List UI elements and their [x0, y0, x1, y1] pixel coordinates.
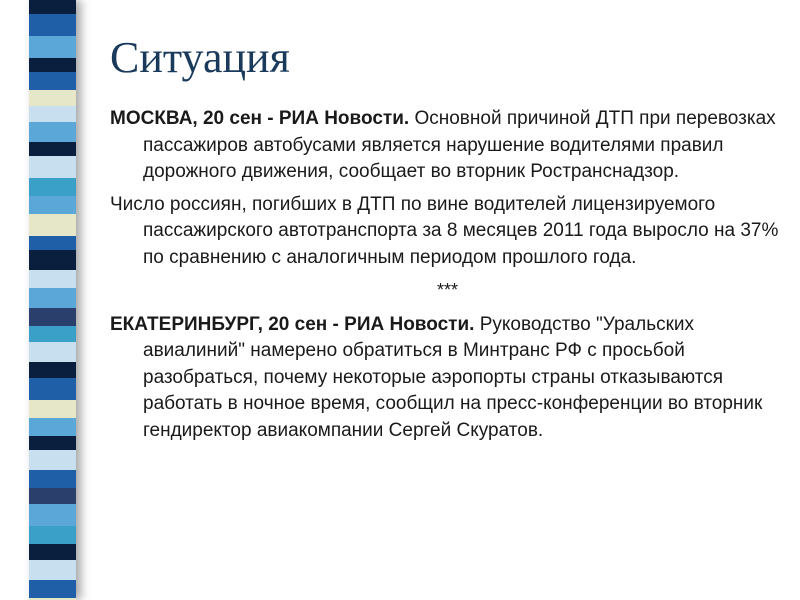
stripe-band — [29, 436, 76, 450]
stripe-band — [29, 362, 76, 378]
paragraph-text: Основной причиной ДТП при перевозках пассажиров автобусами является нарушение водителями правил дорожного движения, сообщает во вторник Ространснадзор. — [143, 108, 776, 182]
stripe-band — [29, 418, 76, 436]
paragraph-text: Руководство "Уральских авиалиний" намерено обратиться в Минтранс РФ с просьбой разобраться, почему некоторые аэропорты страны отказываются работать в ночное время, сообщил на пресс-конференции во вторник гендиректор авиакомпании Сергей Скуратов. — [143, 313, 763, 441]
stripe-band — [29, 560, 76, 580]
stripe-band — [29, 196, 76, 214]
stripe-band — [29, 342, 76, 362]
stripe-band — [29, 106, 76, 122]
stripe-band — [29, 142, 76, 156]
stripe-band — [29, 250, 76, 270]
stripe-band — [29, 378, 76, 400]
stripe-band — [29, 544, 76, 560]
stripe-band — [29, 178, 76, 196]
stripe-band — [29, 450, 76, 470]
stripe-band — [29, 308, 76, 326]
slide-content — [110, 106, 785, 450]
separator: *** — [436, 280, 458, 300]
paragraph-text: Число россиян, погибших в ДТП по вине водителей лицензируемого пассажирского автотранспорта за 8 месяцев 2011 года выросло на 37% по сравнению с аналогичным периодом прошлого года. — [110, 193, 779, 268]
stripe-band — [29, 270, 76, 288]
stripe-band — [29, 470, 76, 488]
paragraph-lead: ЕКАТЕРИНБУРГ, 20 сен - РИА Новости. — [110, 313, 475, 335]
stripe-band — [29, 400, 76, 418]
stripe-band — [29, 214, 76, 236]
stripe-band — [29, 326, 76, 342]
stripe-band — [29, 156, 76, 178]
paragraph-statistics — [110, 192, 785, 272]
decorative-stripe-strip — [29, 0, 76, 600]
stripe-band — [29, 36, 76, 58]
stripe-band — [29, 488, 76, 504]
stripe-band — [29, 90, 76, 106]
stripe-band — [29, 14, 76, 36]
stripe-band — [29, 122, 76, 142]
slide-title: Ситуация — [110, 33, 290, 82]
stripe-band — [29, 580, 76, 598]
paragraph-ekaterinburg — [110, 312, 785, 445]
stripe-band — [29, 0, 76, 14]
stripe-band — [29, 288, 76, 308]
stripe-band — [29, 58, 76, 72]
stripe-band — [29, 72, 76, 90]
stripe-band — [29, 236, 76, 250]
stripe-band — [29, 504, 76, 526]
stripe-band — [29, 526, 76, 544]
paragraph-moscow — [110, 106, 785, 186]
paragraph-lead: МОСКВА, 20 сен - РИА Новости. — [110, 108, 410, 129]
